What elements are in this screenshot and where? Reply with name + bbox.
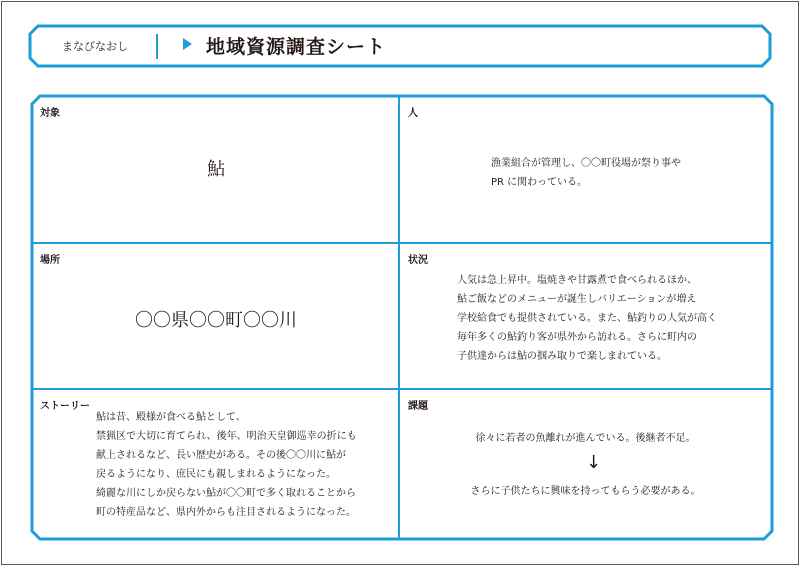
issue-line-2: さらに子供たちに興味を持ってもらう必要がある。: [470, 486, 701, 497]
story-line: 戻るようになり、庶民にも親しまれるようになった。: [96, 469, 336, 480]
people-line: 漁業組合が管理し、〇〇町役場が祭り事や: [491, 158, 681, 169]
people-text: [491, 154, 681, 192]
arrow-down-icon: ↓: [586, 452, 602, 473]
story-label: ストーリー: [40, 401, 90, 412]
story-line: 綺麗な川にしか戻らない鮎が〇〇町で多く取れることから: [96, 488, 356, 499]
situation-label: 状況: [408, 255, 428, 266]
header-tag: まなびなおし: [62, 40, 128, 53]
place-label: 場所: [40, 255, 60, 266]
story-line: 町の特産品など、県内外からも注目されるようになった。: [96, 507, 356, 518]
issue-label: 課題: [408, 401, 428, 412]
target-value: 鮎: [207, 159, 225, 180]
place-value: 〇〇県〇〇町〇〇川: [135, 310, 297, 331]
situation-line: 毎年多くの鮎釣り客が県外から訪れる。さらに町内の: [457, 332, 697, 343]
target-label: 対象: [40, 108, 60, 119]
situation-line: 子供達からは鮎の掴み取りで楽しまれている。: [457, 351, 667, 362]
play-triangle-icon: [183, 38, 192, 50]
story-line: 禁猟区で大切に育てられ、後年、明治天皇御巡幸の折にも: [96, 431, 357, 442]
story-line: 鮎は昔、殿様が食べる鮎として、: [96, 412, 246, 423]
situation-line: 鮎ご飯などのメニューが誕生しバリエーションが増え: [457, 294, 697, 305]
page-title: 地域資源調査シート: [206, 36, 387, 58]
issue-line-1: 徐々に若者の魚離れが進んでいる。後継者不足。: [475, 433, 696, 444]
story-text: [96, 408, 357, 522]
situation-line: 学校給食でも提供されている。また、鮎釣りの人気が高く: [457, 313, 717, 324]
people-line: PR に関わっている。: [491, 177, 588, 188]
situation-text: [457, 271, 717, 366]
situation-line: 人気は急上昇中。塩焼きや甘露煮で食べられるほか、: [457, 275, 697, 286]
story-line: 献上されるなど、長い歴史がある。その後〇〇川に鮎が: [96, 450, 346, 461]
people-label: 人: [408, 108, 418, 119]
